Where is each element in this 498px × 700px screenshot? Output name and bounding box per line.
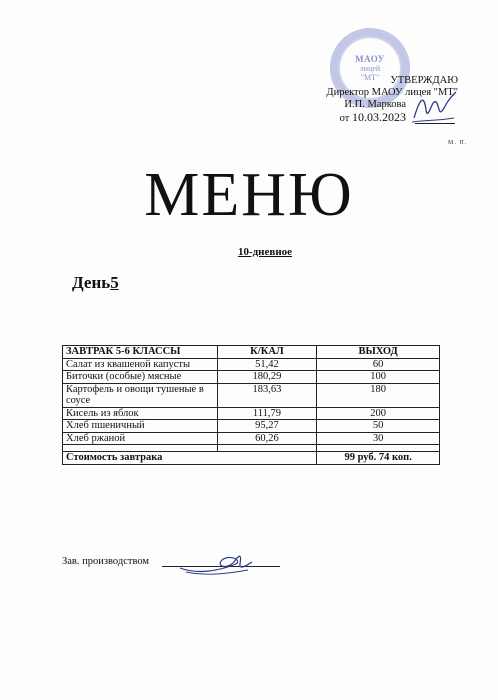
signature-line	[415, 123, 455, 124]
day-heading	[72, 273, 119, 293]
menu-table	[62, 345, 440, 465]
table-header-row	[63, 346, 440, 359]
dish-portion: 50	[317, 420, 440, 433]
dish-name: Хлеб ржаной	[63, 432, 218, 445]
dish-portion: 30	[317, 432, 440, 445]
dish-name: Салат из квашеной капусты	[63, 358, 218, 371]
dish-name: Хлеб пшеничный	[63, 420, 218, 433]
footer-label: Зав. производством	[62, 556, 150, 567]
dish-portion: 200	[317, 407, 440, 420]
dish-kcal: 51,42	[217, 358, 317, 371]
table-row	[63, 358, 440, 371]
production-signature-icon	[176, 548, 256, 578]
approval-date: 10.03.2023	[352, 110, 406, 124]
dish-kcal: 95,27	[217, 420, 317, 433]
table-row	[63, 420, 440, 433]
dish-kcal: 111,79	[217, 407, 317, 420]
column-header: К/КАЛ	[217, 346, 317, 359]
table-spacer-row	[63, 445, 440, 452]
mp-mark: М. П.	[448, 140, 468, 146]
dish-portion: 60	[317, 358, 440, 371]
dish-name: Картофель и овощи тушеные в соусе	[63, 383, 218, 407]
dish-portion: 100	[317, 371, 440, 384]
dish-name: Биточки (особые) мясные	[63, 371, 218, 384]
dish-kcal: 180,29	[217, 371, 317, 384]
approval-date-prefix: от	[339, 113, 350, 124]
table-row	[63, 407, 440, 420]
dish-kcal: 183,63	[217, 383, 317, 407]
day-label: День	[72, 273, 111, 292]
total-value: 99 руб. 74 коп.	[317, 452, 440, 465]
table-row	[63, 432, 440, 445]
dish-name: Кисель из яблок	[63, 407, 218, 420]
dish-kcal: 60,26	[217, 432, 317, 445]
approval-position: Директор МАОУ лицея "МТ"	[326, 87, 458, 98]
page-title: МЕНЮ	[144, 161, 354, 229]
stamp-line: лицей	[359, 64, 381, 73]
approval-name: И.П. Маркова	[344, 99, 406, 110]
total-label: Стоимость завтрака	[63, 452, 317, 465]
table-row	[63, 371, 440, 384]
total-row	[63, 452, 440, 465]
director-signature-icon	[410, 88, 460, 128]
column-header: ВЫХОД	[317, 346, 440, 359]
page-subtitle: 10-дневное	[237, 246, 293, 258]
stamp-line: "МТ"	[360, 73, 380, 82]
approval-heading: УТВЕРЖДАЮ	[390, 75, 458, 86]
day-number: 5	[110, 273, 119, 292]
stamp-line: МАОУ	[355, 54, 385, 64]
column-header: ЗАВТРАК 5-6 КЛАССЫ	[63, 346, 218, 359]
dish-portion: 180	[317, 383, 440, 407]
table-row	[63, 383, 440, 407]
